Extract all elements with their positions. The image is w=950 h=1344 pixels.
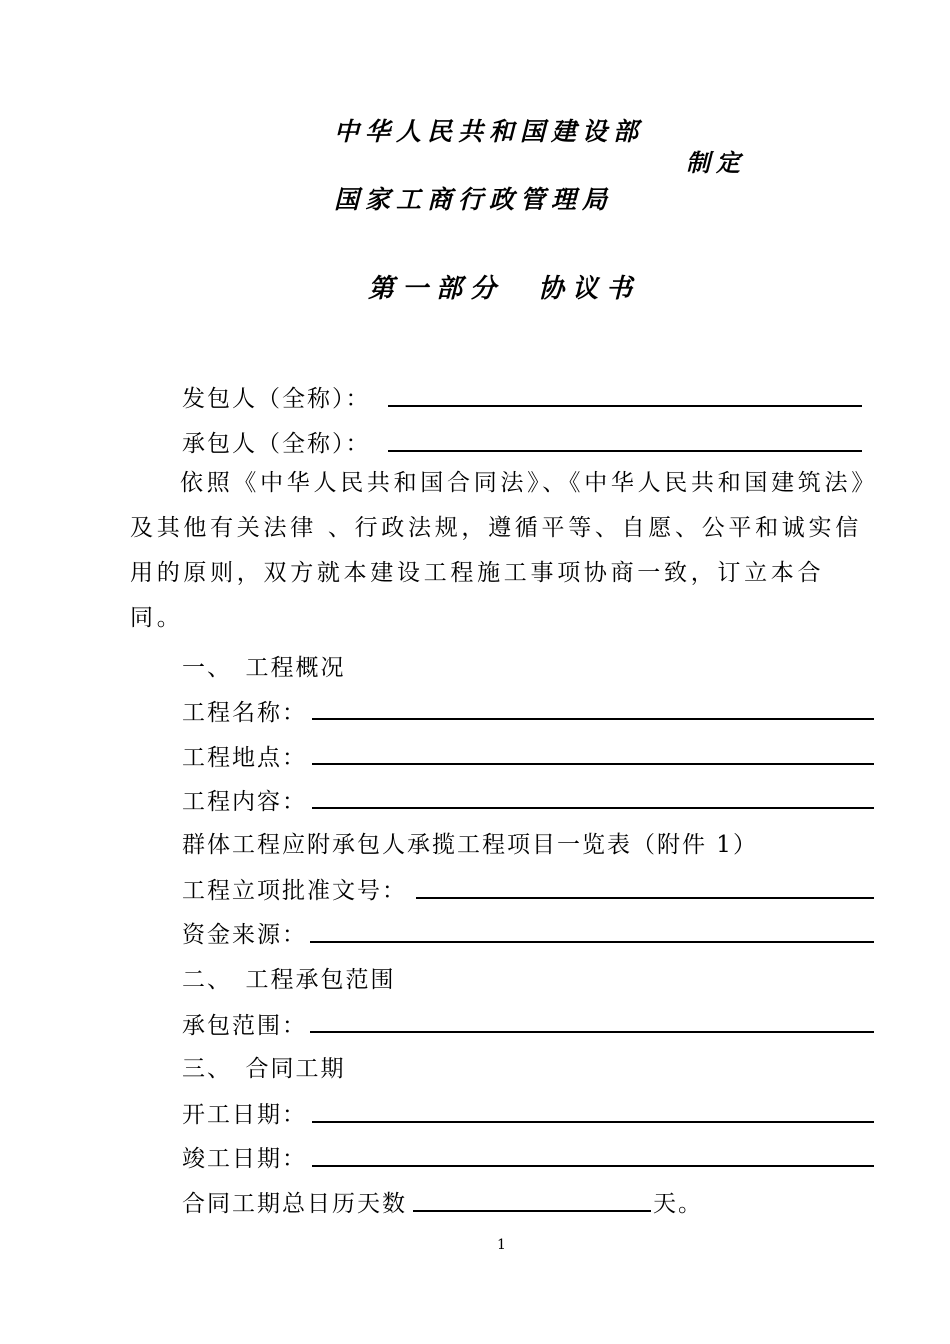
project-content-label: 工程内容： bbox=[182, 789, 307, 815]
approval-number-label: 工程立项批准文号： bbox=[182, 878, 407, 904]
project-content-field[interactable] bbox=[312, 807, 874, 809]
page-number: 1 bbox=[497, 1237, 506, 1253]
contractor-name-field[interactable] bbox=[388, 450, 862, 452]
section-2-heading: 二、 工程承包范围 bbox=[182, 967, 396, 993]
scope-label: 承包范围： bbox=[182, 1013, 307, 1039]
preamble-paragraph: 依照《中华人民共和国合同法》、《中华人民共和国建筑法》及其他有关法律 、行政法规，遵循平等、自愿、公平和诚实信用的原则，双方就本建设工程施工事项协商一致，订立本合同。 bbox=[130, 470, 867, 631]
employer-label: 发包人（全称）： bbox=[182, 386, 371, 412]
total-days-unit: 天。 bbox=[653, 1191, 703, 1217]
issuer-line-industry-commerce-bureau: 国家工商行政管理局 bbox=[334, 185, 614, 214]
section-3-heading: 三、 合同工期 bbox=[182, 1056, 346, 1082]
start-date-field[interactable] bbox=[312, 1121, 874, 1123]
end-date-field[interactable] bbox=[312, 1165, 874, 1167]
project-name-label: 工程名称： bbox=[182, 700, 307, 726]
group-project-note: 群体工程应附承包人承揽工程项目一览表（附件 1） bbox=[182, 832, 758, 858]
issuer-suffix: 制定 bbox=[686, 148, 746, 177]
project-location-label: 工程地点： bbox=[182, 745, 307, 771]
start-date-label: 开工日期： bbox=[182, 1102, 307, 1128]
issuer-line-ministry-of-construction: 中华人民共和国建设部 bbox=[334, 117, 645, 146]
contractor-label: 承包人（全称）： bbox=[182, 431, 371, 457]
project-name-field[interactable] bbox=[312, 718, 874, 720]
total-days-field[interactable] bbox=[413, 1210, 651, 1212]
approval-number-field[interactable] bbox=[416, 897, 874, 899]
funding-source-label: 资金来源： bbox=[182, 922, 307, 948]
part-title: 第一部分 协议书 bbox=[368, 274, 641, 304]
total-days-label: 合同工期总日历天数 bbox=[182, 1191, 407, 1217]
employer-name-field[interactable] bbox=[388, 405, 862, 407]
funding-source-field[interactable] bbox=[310, 941, 874, 943]
end-date-label: 竣工日期： bbox=[182, 1146, 307, 1172]
scope-field[interactable] bbox=[310, 1031, 874, 1033]
section-1-heading: 一、 工程概况 bbox=[182, 655, 346, 681]
project-location-field[interactable] bbox=[312, 763, 874, 765]
